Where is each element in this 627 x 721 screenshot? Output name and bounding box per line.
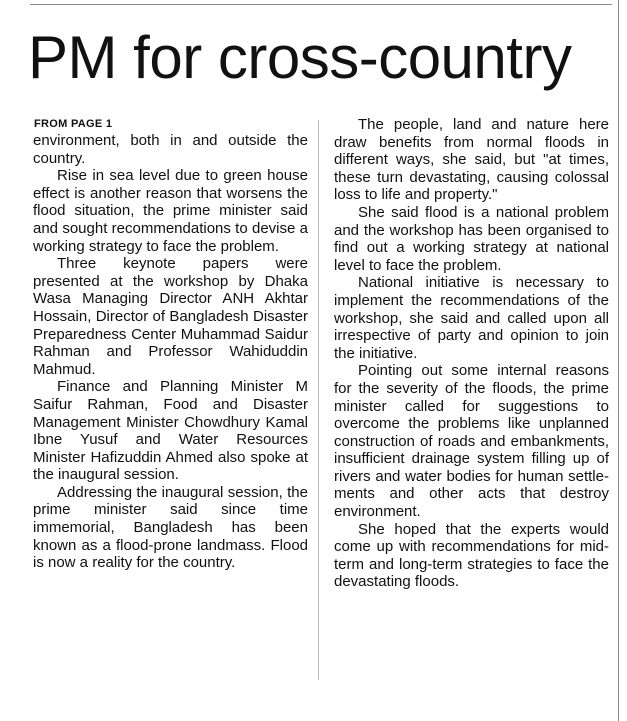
paragraph: Finance and Planning Minister M Saifur Rahman, Food and Disaster Management Minister Chowdhury Kamal Ibne Yusuf and Water Resources Minister Hafizuddin Ahmed also spoke at the inaugural session. [33,378,308,484]
paragraph: environment, both in and outside the country. [33,132,308,167]
right-border-rule [618,0,619,721]
paragraph: Addressing the inaugural session, the prime minister said since time immemorial, Bangladesh has been known as a flood-prone landmass. Flood is now a reality for the country. [33,483,308,572]
column-divider [318,120,319,680]
headline: PM for cross-country [28,24,572,91]
paragraph: She hoped that the experts would come up with recommendations for mid-term and long-term strategies to face the devastating floods. [334,520,609,591]
paragraph: Rise in sea level due to green house effect is another reason that worsens the flood situation, the prime minister said and sought recommendations to devise a working strategy to face the problem. [33,167,308,255]
top-border-rule [30,4,612,5]
paragraph: National initiative is necessary to implement the recommendations of the workshop, she said and called upon all irrespective of party and opinion to join the initiative. [334,274,609,362]
paragraph: The people, land and nature here draw benefits from normal floods in different ways, she said, but "at times, these turn devastating, causing colossal loss to life and property." [334,116,609,204]
left-column [33,116,308,572]
right-column [334,116,609,591]
continued-from-label: FROM PAGE 1 [34,118,113,130]
paragraph: Three keynote papers were presented at the workshop by Dhaka Wasa Managing Director ANH Akhtar Hossain, Director of Bangladesh Disaster Preparedness Center Muhammad Saidur Rahman and Professor Wahiduddin Mahmud. [33,255,308,378]
paragraph: Pointing out some internal reasons for the severity of the floods, the prime minister called for suggestions to overcome the problems like unplanned construction of roads and embankments, insufficient drainage system filling up of rivers and water bodies for human settlements and other acts that destroy environment. [334,362,609,521]
paragraph: She said flood is a national problem and the workshop has been organised to find out a working strategy at national level to face the problem. [334,203,609,274]
